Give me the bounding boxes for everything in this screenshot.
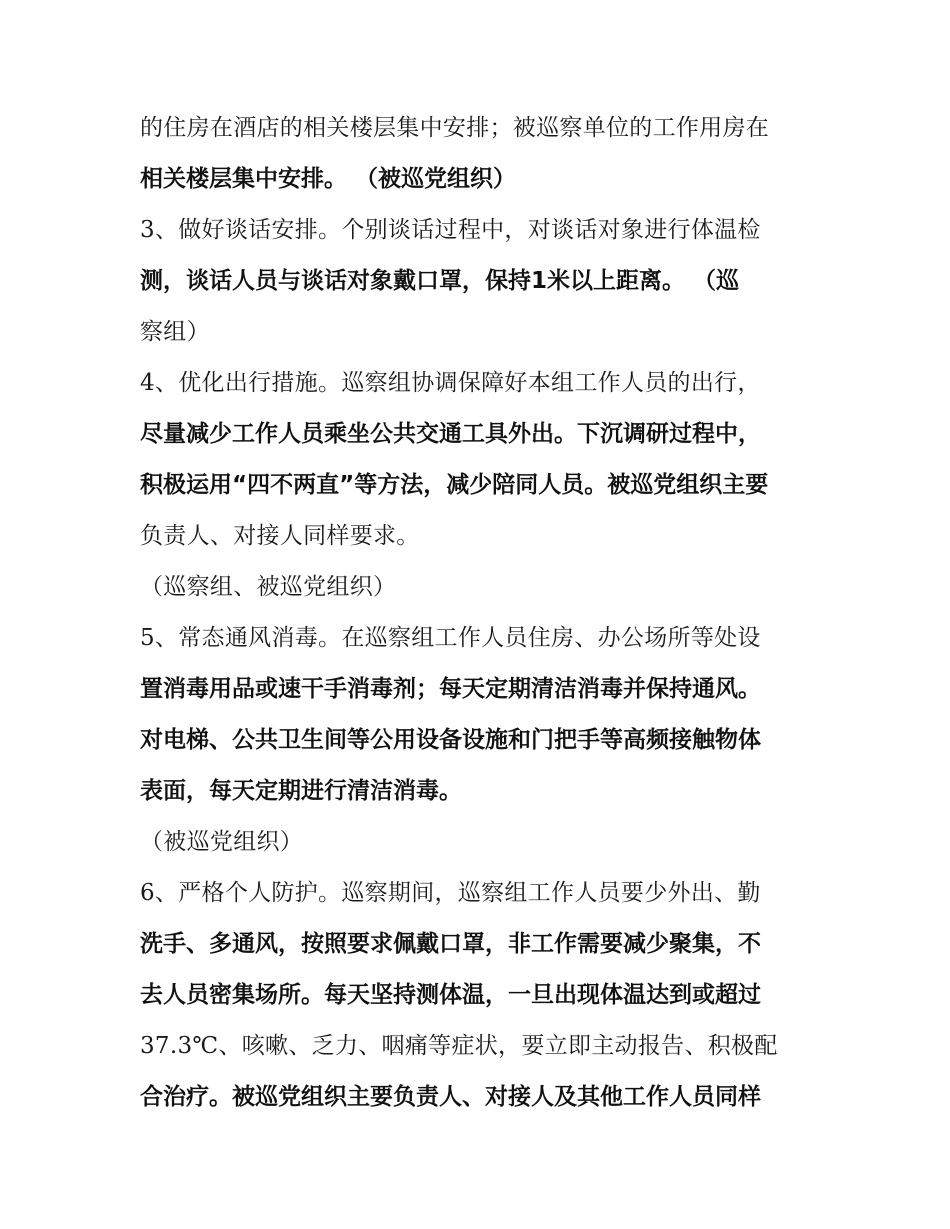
text-line: 表面，每天定期进行清洁消毒。: [140, 778, 462, 804]
text-line: 5、常态通风消毒。在巡察组工作人员住房、办公场所等处设: [140, 625, 761, 651]
text-line: （被巡党组织）: [140, 829, 304, 855]
text-line: 相关楼层集中安排。 （被巡党组织）: [140, 166, 517, 192]
text-line: 积极运用“四不两直”等方法，减少陪同人员。被巡党组织主要: [140, 472, 769, 498]
text-line: 的住房在酒店的相关楼层集中安排；被巡察单位的工作用房在: [140, 115, 770, 141]
text-line: （巡察组、被巡党组织）: [140, 574, 397, 600]
text-line: 4、优化出行措施。巡察组协调保障好本组工作人员的出行，: [140, 370, 761, 396]
text-line: 3、做好谈话安排。个别谈话过程中，对谈话对象进行体温检: [140, 217, 761, 243]
text-line: 测，谈话人员与谈话对象戴口罩，保持1米以上距离。 （巡: [140, 268, 740, 294]
text-line: 6、严格个人防护。巡察期间，巡察组工作人员要少外出、勤: [140, 880, 761, 906]
text-line: 置消毒用品或速干手消毒剂；每天定期清洁消毒并保持通风。: [140, 676, 761, 702]
text-line: 尽量减少工作人员乘坐公共交通工具外出。下沉调研过程中，: [140, 421, 761, 447]
text-line: 去人员密集场所。每天坚持测体温，一旦出现体温达到或超过: [140, 982, 761, 1008]
document-body: [140, 103, 820, 1123]
text-line: 负责人、对接人同样要求。: [140, 523, 420, 549]
text-line: 察组）: [140, 319, 210, 345]
text-line: 洗手、多通风，按照要求佩戴口罩，非工作需要减少聚集，不: [140, 931, 761, 957]
text-line: 合治疗。被巡党组织主要负责人、对接人及其他工作人员同样: [140, 1084, 761, 1110]
text-line: 对电梯、公共卫生间等公用设备设施和门把手等高频接触物体: [140, 727, 761, 753]
text-line: 37.3℃、咳嗽、乏力、咽痛等症状，要立即主动报告、积极配: [140, 1033, 778, 1059]
